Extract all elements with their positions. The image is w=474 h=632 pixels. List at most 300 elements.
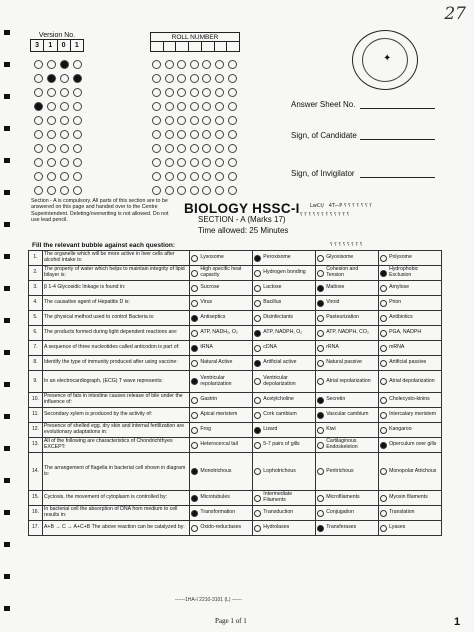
answer-option[interactable] xyxy=(316,371,379,393)
answer-option[interactable] xyxy=(190,281,253,296)
urdu-instructions-line-1: LwCt/ 4T⌐P ؟ ؟ ؟ ؟ ؟ ؟ ؟ xyxy=(310,203,372,209)
answer-option[interactable] xyxy=(379,408,442,423)
question-number: 8. xyxy=(29,356,43,371)
answer-option[interactable] xyxy=(190,506,253,521)
omr-bubble[interactable] xyxy=(34,60,43,69)
option-label: Natural Active xyxy=(200,359,233,366)
urdu-instructions-line-2: ؟ ؟ ؟ ؟ ؟ ؟ ؟ ؟ ؟ ؟ ؟ ؟ xyxy=(300,212,350,218)
omr-bubble[interactable] xyxy=(47,172,56,181)
answer-option[interactable] xyxy=(253,491,316,506)
omr-bubble[interactable] xyxy=(177,88,186,97)
answer-bubble[interactable] xyxy=(191,255,198,262)
omr-bubble[interactable] xyxy=(228,60,237,69)
omr-bubble[interactable] xyxy=(177,144,186,153)
answer-option[interactable] xyxy=(253,251,316,266)
answer-option[interactable] xyxy=(253,296,316,311)
page-number: 1 xyxy=(454,616,461,628)
omr-bubble[interactable] xyxy=(202,144,211,153)
question-number: 2. xyxy=(29,266,43,281)
answer-bubble[interactable] xyxy=(380,255,387,262)
answer-bubble[interactable] xyxy=(254,285,261,292)
answer-bubble[interactable] xyxy=(191,315,198,322)
option-label: Microtubules xyxy=(200,494,230,501)
answer-option[interactable] xyxy=(253,281,316,296)
answer-bubble[interactable] xyxy=(380,412,387,419)
omr-bubble[interactable] xyxy=(202,172,211,181)
answer-bubble[interactable] xyxy=(254,412,261,419)
option-label: PGA, NADPH xyxy=(389,329,422,336)
answer-option[interactable] xyxy=(190,438,253,453)
omr-bubble[interactable] xyxy=(34,186,43,195)
omr-bubble[interactable] xyxy=(202,74,211,83)
answer-bubble[interactable] xyxy=(254,495,261,502)
answer-bubble[interactable] xyxy=(317,495,324,502)
omr-bubble[interactable] xyxy=(202,60,211,69)
option-label: rRNA xyxy=(326,344,339,351)
omr-bubble[interactable] xyxy=(152,60,161,69)
question-number: 7. xyxy=(29,341,43,356)
answer-option[interactable] xyxy=(379,453,442,491)
omr-bubble[interactable] xyxy=(152,102,161,111)
omr-bubble[interactable] xyxy=(60,172,69,181)
omr-bubble[interactable] xyxy=(60,88,69,97)
answer-bubble[interactable] xyxy=(317,270,324,277)
omr-bubble[interactable] xyxy=(165,144,174,153)
roll-bubble-grid[interactable] xyxy=(152,60,240,195)
answer-option[interactable] xyxy=(379,281,442,296)
answer-option[interactable] xyxy=(316,491,379,506)
answer-option[interactable] xyxy=(379,506,442,521)
answer-bubble[interactable] xyxy=(380,285,387,292)
answer-option[interactable] xyxy=(190,341,253,356)
answer-option[interactable] xyxy=(316,266,379,281)
answer-option[interactable] xyxy=(316,438,379,453)
question-text: The arrangement of flagella in bacterial cell shown in diagram is: xyxy=(42,453,189,491)
answer-option[interactable] xyxy=(379,491,442,506)
roll-number-cells[interactable] xyxy=(150,42,240,52)
answer-bubble[interactable] xyxy=(191,495,198,502)
omr-bubble[interactable] xyxy=(47,130,56,139)
omr-bubble[interactable] xyxy=(34,130,43,139)
answer-bubble[interactable] xyxy=(254,300,261,307)
omr-bubble[interactable] xyxy=(190,74,199,83)
answer-option[interactable] xyxy=(253,266,316,281)
answer-bubble[interactable] xyxy=(317,510,324,517)
omr-bubble[interactable] xyxy=(73,60,82,69)
answer-bubble[interactable] xyxy=(191,378,198,385)
answer-bubble[interactable] xyxy=(191,510,198,517)
omr-bubble[interactable] xyxy=(60,158,69,167)
option-label: Peroxisome xyxy=(263,254,291,261)
answer-bubble[interactable] xyxy=(254,378,261,385)
answer-bubble[interactable] xyxy=(254,397,261,404)
answer-option[interactable] xyxy=(316,326,379,341)
answer-option[interactable] xyxy=(379,438,442,453)
omr-bubble[interactable] xyxy=(73,74,82,83)
answer-option[interactable] xyxy=(253,371,316,393)
omr-bubble[interactable] xyxy=(215,130,224,139)
option-label: ATP, NADH₂, O₂ xyxy=(200,329,238,336)
omr-bubble[interactable] xyxy=(34,102,43,111)
question-number: 9. xyxy=(29,371,43,393)
answer-option[interactable] xyxy=(253,423,316,438)
answer-bubble[interactable] xyxy=(191,427,198,434)
omr-bubble[interactable] xyxy=(177,116,186,125)
omr-bubble[interactable] xyxy=(228,186,237,195)
question-number: 12. xyxy=(29,423,43,438)
answer-bubble[interactable] xyxy=(317,442,324,449)
omr-bubble[interactable] xyxy=(73,186,82,195)
answer-bubble[interactable] xyxy=(191,345,198,352)
answer-bubble[interactable] xyxy=(254,330,261,337)
question-text: β 1-4 Glycosidic linkage is found in: xyxy=(42,281,189,296)
omr-bubble[interactable] xyxy=(202,186,211,195)
omr-bubble[interactable] xyxy=(177,130,186,139)
omr-bubble[interactable] xyxy=(60,186,69,195)
version-bubble-grid[interactable] xyxy=(34,60,86,195)
omr-bubble[interactable] xyxy=(215,158,224,167)
omr-bubble[interactable] xyxy=(202,102,211,111)
answer-bubble[interactable] xyxy=(380,427,387,434)
option-label: Operculum over gills xyxy=(389,441,437,448)
omr-bubble[interactable] xyxy=(152,172,161,181)
answer-bubble[interactable] xyxy=(317,468,324,475)
omr-bubble[interactable] xyxy=(190,130,199,139)
answer-bubble[interactable] xyxy=(380,468,387,475)
omr-bubble[interactable] xyxy=(177,74,186,83)
answer-option[interactable] xyxy=(253,506,316,521)
omr-bubble[interactable] xyxy=(228,144,237,153)
answer-option[interactable] xyxy=(190,266,253,281)
answer-option[interactable] xyxy=(379,393,442,408)
omr-bubble[interactable] xyxy=(152,116,161,125)
answer-bubble[interactable] xyxy=(191,412,198,419)
answer-bubble[interactable] xyxy=(254,427,261,434)
answer-option[interactable] xyxy=(379,521,442,536)
answer-option[interactable] xyxy=(316,281,379,296)
omr-bubble[interactable] xyxy=(73,144,82,153)
answer-bubble[interactable] xyxy=(317,255,324,262)
omr-bubble[interactable] xyxy=(165,74,174,83)
omr-bubble[interactable] xyxy=(177,60,186,69)
answer-bubble[interactable] xyxy=(254,270,261,277)
answer-bubble[interactable] xyxy=(191,270,198,277)
answer-option[interactable] xyxy=(190,423,253,438)
answer-option[interactable] xyxy=(190,296,253,311)
answer-bubble[interactable] xyxy=(380,378,387,385)
omr-bubble[interactable] xyxy=(190,116,199,125)
answer-option[interactable] xyxy=(190,326,253,341)
answer-option[interactable] xyxy=(379,371,442,393)
option-label: Natural passive xyxy=(326,359,362,366)
answer-option[interactable] xyxy=(253,311,316,326)
answer-bubble[interactable] xyxy=(380,525,387,532)
option-label: Cholecysto-kinins xyxy=(389,396,430,403)
answer-option[interactable] xyxy=(379,356,442,371)
answer-option[interactable] xyxy=(316,296,379,311)
paper-title: BIOLOGY HSSC-I xyxy=(184,201,300,216)
answer-bubble[interactable] xyxy=(191,468,198,475)
answer-option[interactable] xyxy=(379,311,442,326)
question-text: The products formed during light dependent reactions are: xyxy=(42,326,189,341)
omr-bubble[interactable] xyxy=(202,116,211,125)
option-label: Hydrophobic Exclusion xyxy=(389,266,419,278)
answer-option[interactable] xyxy=(190,356,253,371)
question-text: A+B → C → A+C+B The above reaction can be catalyzed by: xyxy=(42,521,189,536)
omr-bubble[interactable] xyxy=(190,88,199,97)
answer-option[interactable] xyxy=(253,341,316,356)
omr-bubble[interactable] xyxy=(60,130,69,139)
answer-bubble[interactable] xyxy=(380,345,387,352)
omr-bubble[interactable] xyxy=(47,186,56,195)
answer-option[interactable] xyxy=(316,341,379,356)
answer-bubble[interactable] xyxy=(254,468,261,475)
omr-bubble[interactable] xyxy=(152,74,161,83)
answer-bubble[interactable] xyxy=(254,442,261,449)
question-row xyxy=(29,371,442,393)
omr-bubble[interactable] xyxy=(34,158,43,167)
answer-bubble[interactable] xyxy=(380,300,387,307)
question-text: In bacterial cell the absorption of DNA from medium to cell results in: xyxy=(42,506,189,521)
question-number: 4. xyxy=(29,296,43,311)
omr-bubble[interactable] xyxy=(60,102,69,111)
omr-bubble[interactable] xyxy=(165,172,174,181)
omr-bubble[interactable] xyxy=(190,144,199,153)
omr-bubble[interactable] xyxy=(152,186,161,195)
answer-bubble[interactable] xyxy=(254,510,261,517)
omr-bubble[interactable] xyxy=(34,74,43,83)
omr-bubble[interactable] xyxy=(73,116,82,125)
answer-bubble[interactable] xyxy=(191,300,198,307)
omr-bubble[interactable] xyxy=(202,88,211,97)
answer-bubble[interactable] xyxy=(380,360,387,367)
omr-bubble[interactable] xyxy=(60,74,69,83)
omr-bubble[interactable] xyxy=(215,186,224,195)
omr-bubble[interactable] xyxy=(190,60,199,69)
omr-bubble[interactable] xyxy=(34,116,43,125)
option-label: Monopolar Atrichous xyxy=(389,467,437,474)
answer-option[interactable] xyxy=(316,521,379,536)
question-number: 14. xyxy=(29,453,43,491)
omr-bubble[interactable] xyxy=(215,60,224,69)
option-label: Atrial depolarization xyxy=(389,377,435,384)
answer-bubble[interactable] xyxy=(380,315,387,322)
omr-bubble[interactable] xyxy=(47,102,56,111)
omr-bubble[interactable] xyxy=(34,172,43,181)
answer-option[interactable] xyxy=(190,311,253,326)
corner-handwritten-mark: 27 xyxy=(444,4,466,24)
answer-bubble[interactable] xyxy=(191,397,198,404)
omr-bubble[interactable] xyxy=(190,186,199,195)
answer-option[interactable] xyxy=(190,371,253,393)
option-label: Ventricular repolarization xyxy=(200,374,232,387)
answer-bubble[interactable] xyxy=(380,495,387,502)
omr-bubble[interactable] xyxy=(47,88,56,97)
answer-bubble[interactable] xyxy=(380,270,387,277)
answer-option[interactable] xyxy=(190,393,253,408)
omr-bubble[interactable] xyxy=(228,172,237,181)
omr-bubble[interactable] xyxy=(47,158,56,167)
answer-option[interactable] xyxy=(190,251,253,266)
answer-option[interactable] xyxy=(253,326,316,341)
answer-sheet-no-line[interactable] xyxy=(360,108,435,109)
answer-bubble[interactable] xyxy=(254,255,261,262)
omr-bubble[interactable] xyxy=(165,158,174,167)
omr-bubble[interactable] xyxy=(228,158,237,167)
omr-bubble[interactable] xyxy=(228,102,237,111)
option-label: Monotrichous xyxy=(200,467,232,474)
omr-bubble[interactable] xyxy=(228,116,237,125)
omr-bubble[interactable] xyxy=(73,102,82,111)
answer-bubble[interactable] xyxy=(317,360,324,367)
answer-option[interactable] xyxy=(253,438,316,453)
answer-option[interactable] xyxy=(379,341,442,356)
answer-option[interactable] xyxy=(379,326,442,341)
question-number: 1. xyxy=(29,251,43,266)
omr-bubble[interactable] xyxy=(73,130,82,139)
version-digit: 1 xyxy=(44,40,57,51)
omr-bubble[interactable] xyxy=(34,144,43,153)
omr-bubble[interactable] xyxy=(60,144,69,153)
answer-option[interactable] xyxy=(253,408,316,423)
omr-bubble[interactable] xyxy=(215,172,224,181)
answer-bubble[interactable] xyxy=(380,397,387,404)
answer-bubble[interactable] xyxy=(191,360,198,367)
omr-bubble[interactable] xyxy=(190,158,199,167)
question-text: Secondary xylem is produced by the activity of: xyxy=(42,408,189,423)
omr-bubble[interactable] xyxy=(152,130,161,139)
omr-bubble[interactable] xyxy=(165,88,174,97)
omr-bubble[interactable] xyxy=(177,158,186,167)
answer-bubble[interactable] xyxy=(191,330,198,337)
omr-bubble[interactable] xyxy=(165,116,174,125)
omr-bubble[interactable] xyxy=(34,88,43,97)
option-label: mRNA xyxy=(389,344,405,351)
option-label: cDNA xyxy=(263,344,277,351)
answer-option[interactable] xyxy=(379,251,442,266)
answer-option[interactable] xyxy=(190,491,253,506)
paper-code: ------1HA-I 2210-3101 (L) ------ xyxy=(175,597,242,603)
omr-bubble[interactable] xyxy=(177,186,186,195)
version-digit: 1 xyxy=(74,42,79,49)
answer-bubble[interactable] xyxy=(317,427,324,434)
answer-option[interactable] xyxy=(190,408,253,423)
answer-bubble[interactable] xyxy=(317,345,324,352)
answer-option[interactable] xyxy=(253,453,316,491)
answer-bubble[interactable] xyxy=(380,442,387,449)
option-label: Artificial active xyxy=(263,359,297,366)
omr-bubble[interactable] xyxy=(47,144,56,153)
omr-bubble[interactable] xyxy=(152,144,161,153)
omr-bubble[interactable] xyxy=(165,130,174,139)
answer-option[interactable] xyxy=(316,251,379,266)
answer-bubble[interactable] xyxy=(254,345,261,352)
omr-bubble[interactable] xyxy=(190,172,199,181)
answer-bubble[interactable] xyxy=(317,315,324,322)
answer-option[interactable] xyxy=(316,311,379,326)
answer-option[interactable] xyxy=(316,393,379,408)
omr-bubble[interactable] xyxy=(190,102,199,111)
option-label: Hydrogen bonding xyxy=(263,269,306,276)
omr-bubble[interactable] xyxy=(60,116,69,125)
answer-option[interactable] xyxy=(379,266,442,281)
omr-bubble[interactable] xyxy=(228,88,237,97)
question-row xyxy=(29,438,442,453)
answer-option[interactable] xyxy=(190,453,253,491)
option-label: Conjugation xyxy=(326,509,354,516)
candidate-signature-line[interactable] xyxy=(360,139,435,140)
omr-bubble[interactable] xyxy=(228,130,237,139)
board-seal-inner-ring xyxy=(362,38,408,82)
answer-option[interactable] xyxy=(253,393,316,408)
answer-bubble[interactable] xyxy=(380,510,387,517)
omr-bubble[interactable] xyxy=(165,186,174,195)
answer-bubble[interactable] xyxy=(317,397,324,404)
omr-bubble[interactable] xyxy=(73,158,82,167)
answer-option[interactable] xyxy=(316,423,379,438)
omr-bubble[interactable] xyxy=(215,88,224,97)
answer-option[interactable] xyxy=(316,453,379,491)
option-label: Intercalary meristem xyxy=(389,411,437,418)
urdu-fill-instruction: ؟ ؟ ؟ ؟ ؟ ؟ ؟ ؟ xyxy=(330,242,363,248)
answer-bubble[interactable] xyxy=(317,285,324,292)
answer-option[interactable] xyxy=(379,423,442,438)
answer-bubble[interactable] xyxy=(254,360,261,367)
answer-option[interactable] xyxy=(316,356,379,371)
omr-bubble[interactable] xyxy=(60,60,69,69)
invigilator-signature-line[interactable] xyxy=(360,177,435,178)
omr-bubble[interactable] xyxy=(47,74,56,83)
answer-bubble[interactable] xyxy=(317,300,324,307)
omr-bubble[interactable] xyxy=(47,116,56,125)
answer-bubble[interactable] xyxy=(191,442,198,449)
omr-bubble[interactable] xyxy=(177,102,186,111)
answer-bubble[interactable] xyxy=(254,525,261,532)
omr-bubble[interactable] xyxy=(202,130,211,139)
answer-option[interactable] xyxy=(316,408,379,423)
answer-bubble[interactable] xyxy=(317,378,324,385)
answer-bubble[interactable] xyxy=(317,330,324,337)
omr-bubble[interactable] xyxy=(47,60,56,69)
answer-bubble[interactable] xyxy=(254,315,261,322)
omr-bubble[interactable] xyxy=(165,60,174,69)
board-seal-logo: ✦ xyxy=(352,30,418,90)
omr-bubble[interactable] xyxy=(73,88,82,97)
omr-bubble[interactable] xyxy=(215,144,224,153)
answer-bubble[interactable] xyxy=(380,330,387,337)
omr-bubble[interactable] xyxy=(215,102,224,111)
answer-option[interactable] xyxy=(379,296,442,311)
omr-bubble[interactable] xyxy=(73,172,82,181)
answer-bubble[interactable] xyxy=(317,525,324,532)
version-digit: 3 xyxy=(31,40,44,51)
answer-option[interactable] xyxy=(253,356,316,371)
omr-bubble[interactable] xyxy=(165,102,174,111)
answer-bubble[interactable] xyxy=(191,525,198,532)
answer-option[interactable] xyxy=(253,521,316,536)
omr-bubble[interactable] xyxy=(177,172,186,181)
omr-bubble[interactable] xyxy=(152,158,161,167)
omr-bubble[interactable] xyxy=(228,74,237,83)
omr-bubble[interactable] xyxy=(215,74,224,83)
answer-bubble[interactable] xyxy=(317,412,324,419)
omr-bubble[interactable] xyxy=(152,88,161,97)
omr-bubble[interactable] xyxy=(202,158,211,167)
omr-bubble[interactable] xyxy=(215,116,224,125)
answer-option[interactable] xyxy=(316,506,379,521)
answer-bubble[interactable] xyxy=(191,285,198,292)
answer-option[interactable] xyxy=(190,521,253,536)
